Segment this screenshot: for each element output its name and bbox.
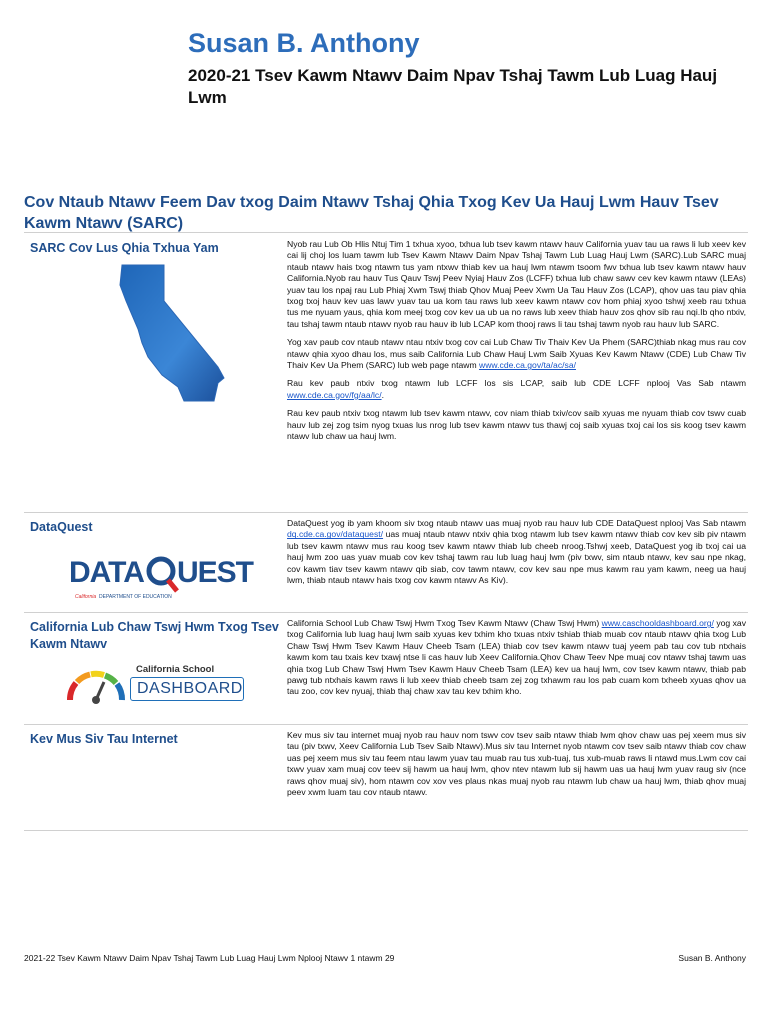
dashboard-link[interactable]: www.caschooldashboard.org/ [601, 618, 714, 628]
dataquest-paragraph-start: DataQuest yog ib yam khoom siv txog ntaub ntawv uas muaj nyob rau hauv lub CDE DataQuest nplooj Vas Sab ntawm [287, 518, 746, 528]
dashboard-logo-top: California School [136, 664, 215, 675]
sarc-paragraph-2-text: Yog xav paub cov ntaub ntawv ntau ntxiv txog cov cai Lub Chaw Tiv Thaiv Kev Ua Phem (SARC)thiab nkag mus rau cov ntawv qhia xyoo dhau los, mus saib California Lub Chaw Hauj Lwm Saib Xyuas Kev Kawm Ntawv (CDE) Lub Chaw Tiv Thaiv Kev Ua Phem (SARC) lub web page ntawm [287, 337, 746, 371]
lcff-paragraph-text: Rau kev paub ntxiv txog ntawm lub LCFF los sis LCAP, saib lub CDE LCFF nplooj Vas Sab ntawm [287, 378, 746, 389]
gauge-icon [64, 666, 128, 706]
dashboard-section [24, 612, 748, 724]
internet-section-body [287, 730, 746, 805]
sarc-paragraph-2 [287, 337, 746, 371]
lcff-link[interactable]: www.cde.ca.gov/fg/aa/lc/ [287, 389, 382, 400]
dataquest-link[interactable]: dq.cde.ca.gov/dataquest/ [287, 529, 384, 540]
dashboard-logo-box [130, 677, 244, 701]
dataquest-paragraph-end: uas muaj ntaub ntawv ntxiv qhia txog ntawm lub tsev kawm ntawv thiab cov kev sib piv ntawm lub tsev kawm ntawv mus rau koog tsev kawm ntawv thiab lub cheeb nroog.Tshwj xeeb, DataQuest yog ib txoj cai ua hauj lwm zoo uas yuav muab cov kev tshaj tawm rau lub luag hauj lwm (piv txwv, sim ntaub ntawv, kev sau npe nkag, cov kawm tiav tsev kawm ntawv qib siab, cov tawm ntawv, cov kev sau npe mus kawm rau yam kawm, neeg ua hauj lwm, thiab ntaub ntawv hais txog cov kawm ntawv As Kiv). [287, 529, 746, 586]
sarc-section-title: SARC Cov Lus Qhia Txhua Yam [30, 241, 219, 255]
internet-section-title: Kev Mus Siv Tau Internet [30, 732, 178, 746]
dashboard-section-body [287, 618, 746, 705]
section-divider [24, 830, 748, 831]
sarc-link[interactable]: www.cde.ca.gov/ta/ac/sa/ [479, 360, 576, 371]
dataquest-logo-right: UEST [177, 556, 254, 589]
sarc-heading: Cov Ntaub Ntawv Feem Dav txog Daim Ntawv Tshaj Qhia Txog Kev Ua Hauj Lwm Hauv Tsev Kawm Ntawv (SARC) [24, 194, 719, 232]
sarc-section [24, 232, 748, 513]
dataquest-section-title: DataQuest [30, 520, 93, 534]
dataquest-logo-subtitle: DEPARTMENT OF EDUCATION [99, 594, 172, 600]
lcff-paragraph-end: . [381, 389, 384, 400]
dashboard-paragraph-start: California School Lub Chaw Tswj Hwm Txog Tsev Kawm Ntawv (Chaw Tswj Hwm) [287, 618, 602, 628]
school-name: Susan B. Anthony [188, 28, 420, 58]
dashboard-paragraph [287, 618, 746, 698]
sarc-paragraph-1: Nyob rau Lub Ob Hlis Ntuj Tim 1 txhua xyoo, txhua lub tsev kawm ntawv hauv California yuav tau ua raws li lub xeev kev cai lij choj los luam tawm lub Tsev Kawm Ntawv Daim Npav Tshaj Tawm Lub Luag Hauj Lwm (SARC).Lub SARC muaj ntaub ntawv hais txog ntawm tus yam ntxwv thiab kev ua hauj lwm ntawm tsoom fwv txhua lub tsev kawm ntawv hauv California.Nyob rau hauv Tus Qauv Tswj Peev Nyiaj Hauv Zos (LCFF) txhua lub chaw sawv cev kev kawm ntawv (LEAs) yuav tau los npaj rau Lub Phiaj Xwm Tswj thiab Qhov Muaj Peev Xwm Ua Tau Hauv Zos (LCAP), qhov uas tau piav qhia txog txoj hauv kev uas lawv yuav tau ua kom tau raws lub xeev kawm ntawv cov hom phiaj xyoo tshwj xeeb rau txhua tus me nyuam yaus, qhia kom meej txog cov kev ua ub ua no raws lub xeev thiab hauv zos qhov sib rau nqi.Ib qho ntxiv, tau tshaj tawm ntaub ntawv nyob rau hauv ib lub LCAP kom thooj raws li tau tshaj tawm nyob rau hauv lub SARC. [287, 239, 746, 329]
internet-section [24, 724, 748, 830]
footer-school-name: Susan B. Anthony [678, 953, 746, 963]
dataquest-logo-state: California [75, 594, 97, 600]
dashboard-logo [64, 664, 254, 714]
california-map-icon [114, 263, 244, 413]
dataquest-logo [69, 554, 254, 609]
dataquest-section-body [287, 518, 746, 593]
internet-paragraph: Kev mus siv tau internet muaj nyob rau hauv nom tswv cov tsev saib ntawv thiab lwm qhov chaw uas pej xeem mus siv tau (piv txwv, Xeev California Lub Tsev Saib Ntawv).Mus siv tau Internet nyob ntawm cov tsev saib ntawv thiab cov chaw uas pej xeem mus siv tau feem ntau lawm yuav tau muab rau tus xub-tuaj, tus xub-muab raws li ntawd mus.Lwm cov cai txwv yuav xam muaj cov teev sij hawm ua hauj lwm, qhov ntev ntawm lub sij hawm uas ua hauj lwm yuav raug siv (nce raws qhov muaj siv), hom ntawm cov xov ves plaus nkas muaj nyob rau ntawm lub chaw ua hauj lwm, thiab qhov muaj peev xwm luam tau cov ntaub ntawv. [287, 730, 746, 798]
sarc-section-body [287, 239, 746, 450]
dashboard-logo-main: DASHBOARD [137, 680, 243, 697]
magnifier-icon [145, 554, 179, 594]
dataquest-paragraph [287, 518, 746, 586]
dataquest-section [24, 512, 748, 612]
dashboard-paragraph-end: yog xav txog California lub luag hauj lwm saib xyuas kev txhim kho txuas ntxiv tshiab thiab muab cov ntaub ntawv qhia txog Lub Chaw Tswj Hwm Tsev Kawm Hauv Cheeb Tsam (LEA) thiab cov tsev kawm ntawv tuaj yeem pab tau cov tub ntxhais kawm kom tau txais kev txawj ntse li cas hauv lub Xeev California.Qhov Chaw Teev Npe muaj cov ntawv tshaj tawm uas qhia txog Lub Chaw Tswj Hwm Tsev Kawm Hauv Cheeb Tsam (LEA) kev ua hauj lwm, cov tsev kawm ntawv, thiab pab pawg tub ntxhais kawm raws li lub xeev thiab cheeb tsam zej zog txhawm rau los pab cuam kom txheeb xyuas qhov ua tau zoo, cov kev nyuaj, thiab thaj chaw xav tau kev txhim kho. [287, 618, 746, 697]
lcff-paragraph [287, 378, 746, 401]
footer-page-info: 2021-22 Tsev Kawm Ntawv Daim Npav Tshaj Tawm Lub Luag Hauj Lwm Nplooj Ntawv 1 ntawm 29 [24, 953, 395, 963]
report-title: 2020-21 Tsev Kawm Ntawv Daim Npav Tshaj Tawm Lub Luag Hauj Lwm [188, 66, 718, 107]
sarc-paragraph-4: Rau kev paub ntxiv txog ntawm lub tsev kawm ntawv, cov niam thiab txiv/cov saib xyuas me nyuam thiab cov tswv cuab hauv lub zej zog tsim nyog txuas lus nrog lub tsev kawm ntawv tus thawj coj saib xyuas txoj cai los sis koog tsev kawm ntawv lub chaw ua hauj lwm. [287, 408, 746, 442]
dataquest-logo-left: DATA [69, 556, 144, 589]
dashboard-section-title: California Lub Chaw Tswj Hwm Txog Tsev Kawm Ntawv [30, 620, 279, 651]
